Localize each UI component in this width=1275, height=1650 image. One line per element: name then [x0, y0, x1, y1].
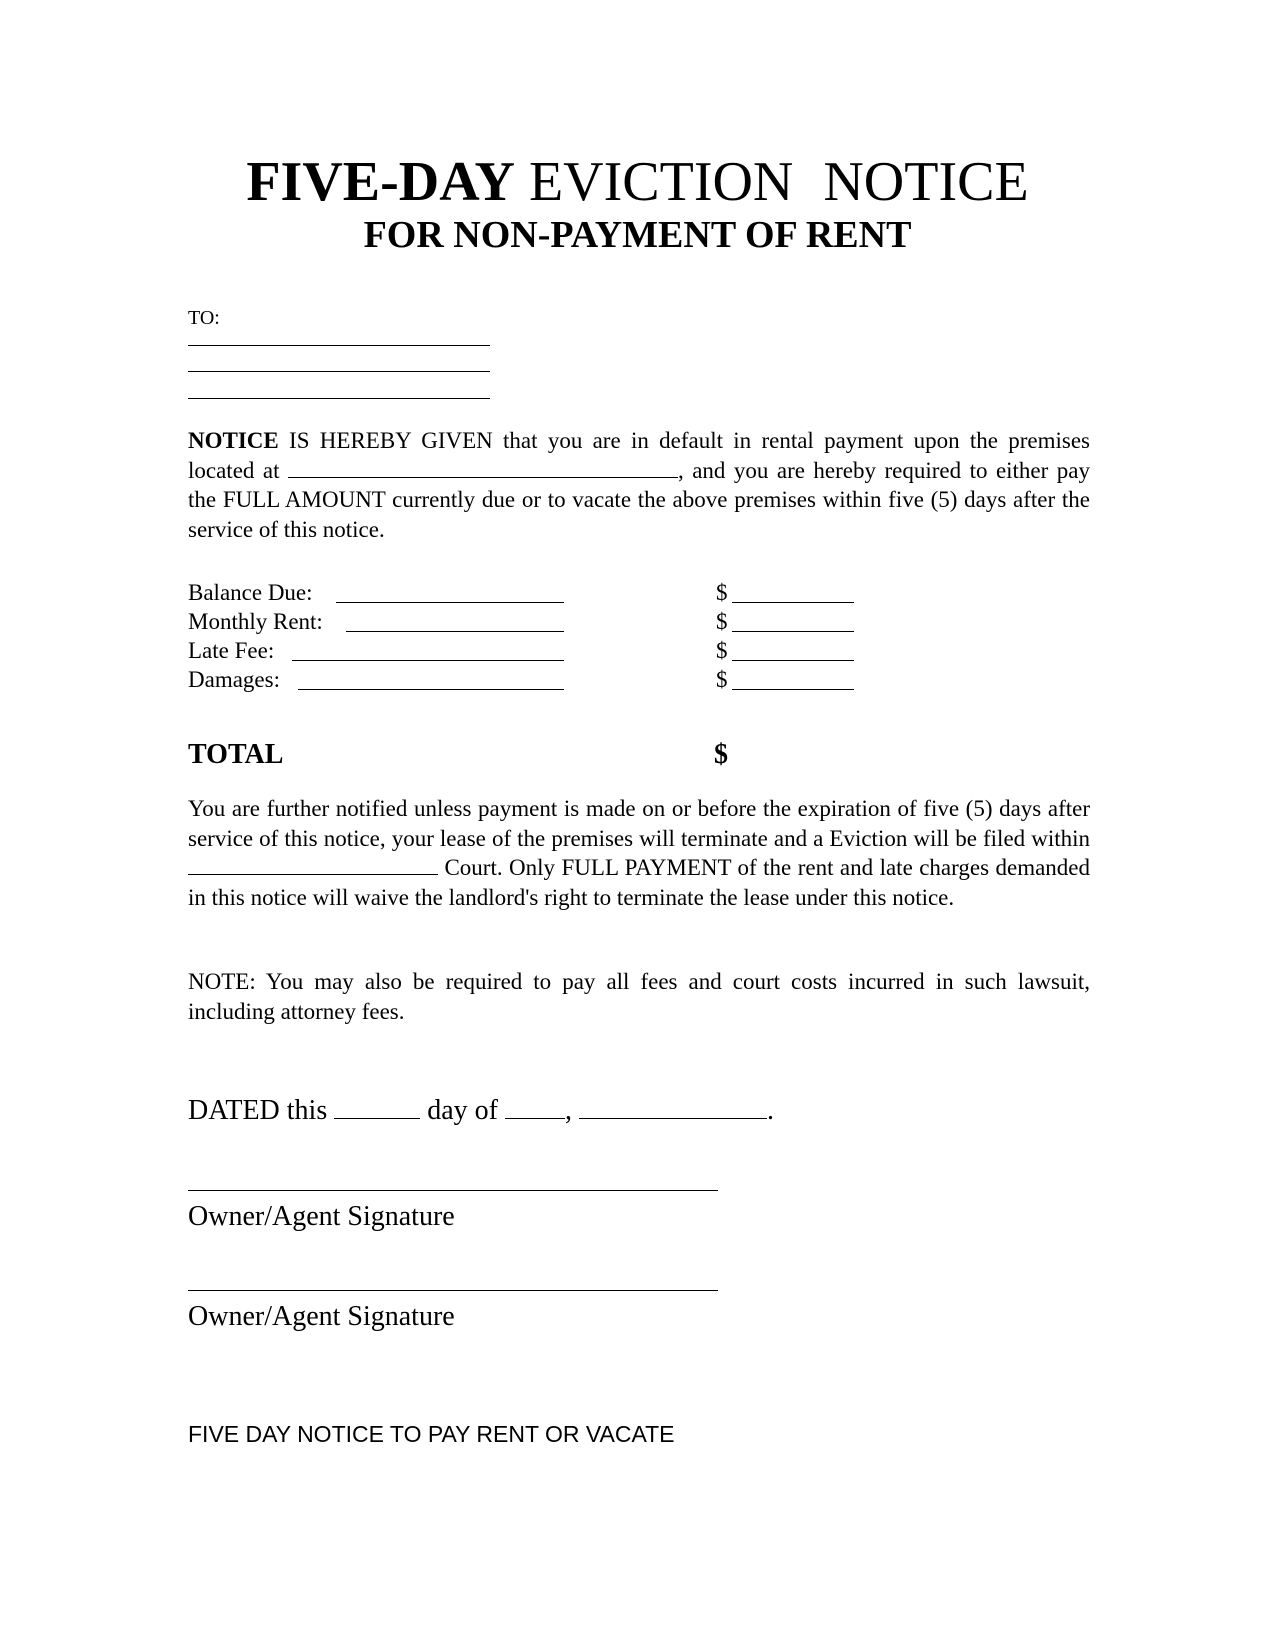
- document-title: [0, 150, 1275, 214]
- recipient-line-2[interactable]: [188, 371, 490, 372]
- dated-period: .: [767, 1095, 774, 1126]
- signature-label-1: Owner/Agent Signature: [188, 1201, 455, 1232]
- fee-amount-blank[interactable]: [732, 673, 854, 690]
- fee-amount-blank[interactable]: [732, 644, 854, 661]
- fee-description-blank[interactable]: [298, 673, 564, 690]
- note-paragraph: NOTE: You may also be required to pay all fees and court costs incurred in such lawsuit, including attorney fees.: [188, 969, 1090, 1024]
- notice-paragraph: [188, 426, 1090, 544]
- dated-line: [188, 1093, 774, 1129]
- notice-lead: NOTICE: [188, 428, 279, 453]
- further-text-2: Court. Only FULL PAYMENT of the rent and late charges demanded in this notice will waive the landlord's right to terminate the lease under this notice.: [188, 855, 1091, 910]
- total-label: TOTAL: [188, 739, 284, 770]
- court-name-blank[interactable]: [188, 856, 438, 875]
- fee-label: Monthly Rent:: [188, 609, 323, 634]
- fee-label: Damages:: [188, 667, 280, 692]
- form-footer-title: FIVE DAY NOTICE TO PAY RENT OR VACATE: [188, 1421, 675, 1447]
- year-blank[interactable]: [579, 1096, 767, 1119]
- fee-row-balance-due: [188, 578, 888, 608]
- title-word-notice: NOTICE: [823, 151, 1029, 213]
- fee-label: Balance Due:: [188, 580, 313, 605]
- fee-label: Late Fee:: [188, 638, 275, 663]
- recipient-line-3[interactable]: [188, 398, 490, 399]
- fee-description-blank[interactable]: [336, 586, 564, 603]
- fee-description-blank[interactable]: [346, 615, 564, 632]
- fee-amount-blank[interactable]: [732, 615, 854, 632]
- signature-line-1[interactable]: [188, 1190, 718, 1191]
- fee-row-monthly-rent: [188, 607, 888, 637]
- notice-text-1: IS HEREBY GIVEN that you are in default in rental payment upon the premises located at: [188, 428, 1091, 483]
- fee-row-damages: [188, 665, 888, 695]
- fee-amount-blank[interactable]: [732, 586, 854, 603]
- total-currency: $: [714, 739, 728, 770]
- fee-row-late-fee: [188, 636, 888, 666]
- fee-currency: $: [716, 609, 728, 634]
- fee-currency: $: [716, 638, 728, 663]
- to-label: TO:: [188, 307, 220, 329]
- signature-line-2[interactable]: [188, 1290, 718, 1291]
- fee-currency: $: [716, 580, 728, 605]
- notice-text-2: , and you are hereby required to either pay the FULL AMOUNT currently due or to vacate the above premises within five (5) days after the service of this notice.: [188, 457, 1090, 542]
- month-blank[interactable]: [505, 1096, 565, 1119]
- dated-prefix: DATED this: [188, 1095, 328, 1126]
- day-blank[interactable]: [334, 1096, 420, 1119]
- signature-label-2: Owner/Agent Signature: [188, 1301, 455, 1332]
- further-notice-paragraph: [188, 794, 1090, 912]
- dated-comma: ,: [565, 1095, 572, 1126]
- dated-day-of: day of: [427, 1095, 498, 1126]
- document-subtitle: FOR NON-PAYMENT OF RENT: [363, 214, 912, 256]
- fee-description-blank[interactable]: [292, 644, 564, 661]
- further-text-1: You are further notified unless payment is made on or before the expiration of five (5) days after service of this notice, your lease of the premises will terminate and a Eviction will be filed within: [188, 796, 1090, 851]
- title-word-eviction: EVICTION: [528, 151, 794, 213]
- premises-address-blank[interactable]: [288, 459, 678, 478]
- recipient-line-1[interactable]: [188, 345, 490, 346]
- title-bold-part: FIVE-DAY: [246, 151, 515, 213]
- fee-currency: $: [716, 667, 728, 692]
